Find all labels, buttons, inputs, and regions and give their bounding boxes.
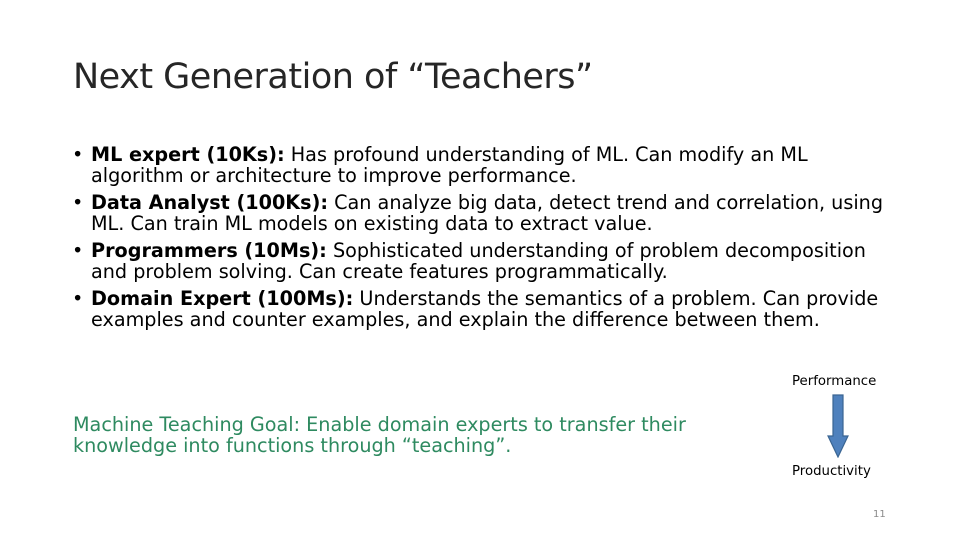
bullet-marker: • [72, 239, 84, 262]
bullet-label: Data Analyst (100Ks): [91, 191, 329, 214]
page-number: 11 [873, 509, 886, 520]
bullet-marker: • [72, 143, 84, 166]
bullet-text: Sophisticated understanding of problem decomposition and problem solving. Can create features programmatically. [91, 239, 866, 283]
bullet-marker: • [72, 287, 84, 310]
bullet-data-analyst [72, 192, 902, 234]
down-arrow-icon [827, 394, 849, 458]
slide-title: Next Generation of “Teachers” [73, 57, 593, 97]
bullet-text: Understands the semantics of a problem. Can provide examples and counter examples, and explain the difference between them. [91, 287, 879, 331]
bullet-ml-expert [72, 144, 902, 186]
bullet-marker: • [72, 191, 84, 214]
performance-label: Performance [792, 374, 877, 389]
bullet-programmers [72, 240, 902, 282]
bullet-text: Can analyze big data, detect trend and correlation, using ML. Can train ML models on existing data to extract value. [91, 191, 884, 235]
bullet-text: Has profound understanding of ML. Can modify an ML algorithm or architecture to improve performance. [91, 143, 808, 187]
bullet-label: Programmers (10Ms): [91, 239, 327, 262]
bullet-list [72, 144, 902, 336]
productivity-label: Productivity [792, 464, 871, 479]
bullet-label: Domain Expert (100Ms): [91, 287, 354, 310]
bullet-domain-expert [72, 288, 902, 330]
bullet-label: ML expert (10Ks): [91, 143, 285, 166]
machine-teaching-goal: Machine Teaching Goal: Enable domain experts to transfer their knowledge into functions through “teaching”. [73, 413, 686, 457]
